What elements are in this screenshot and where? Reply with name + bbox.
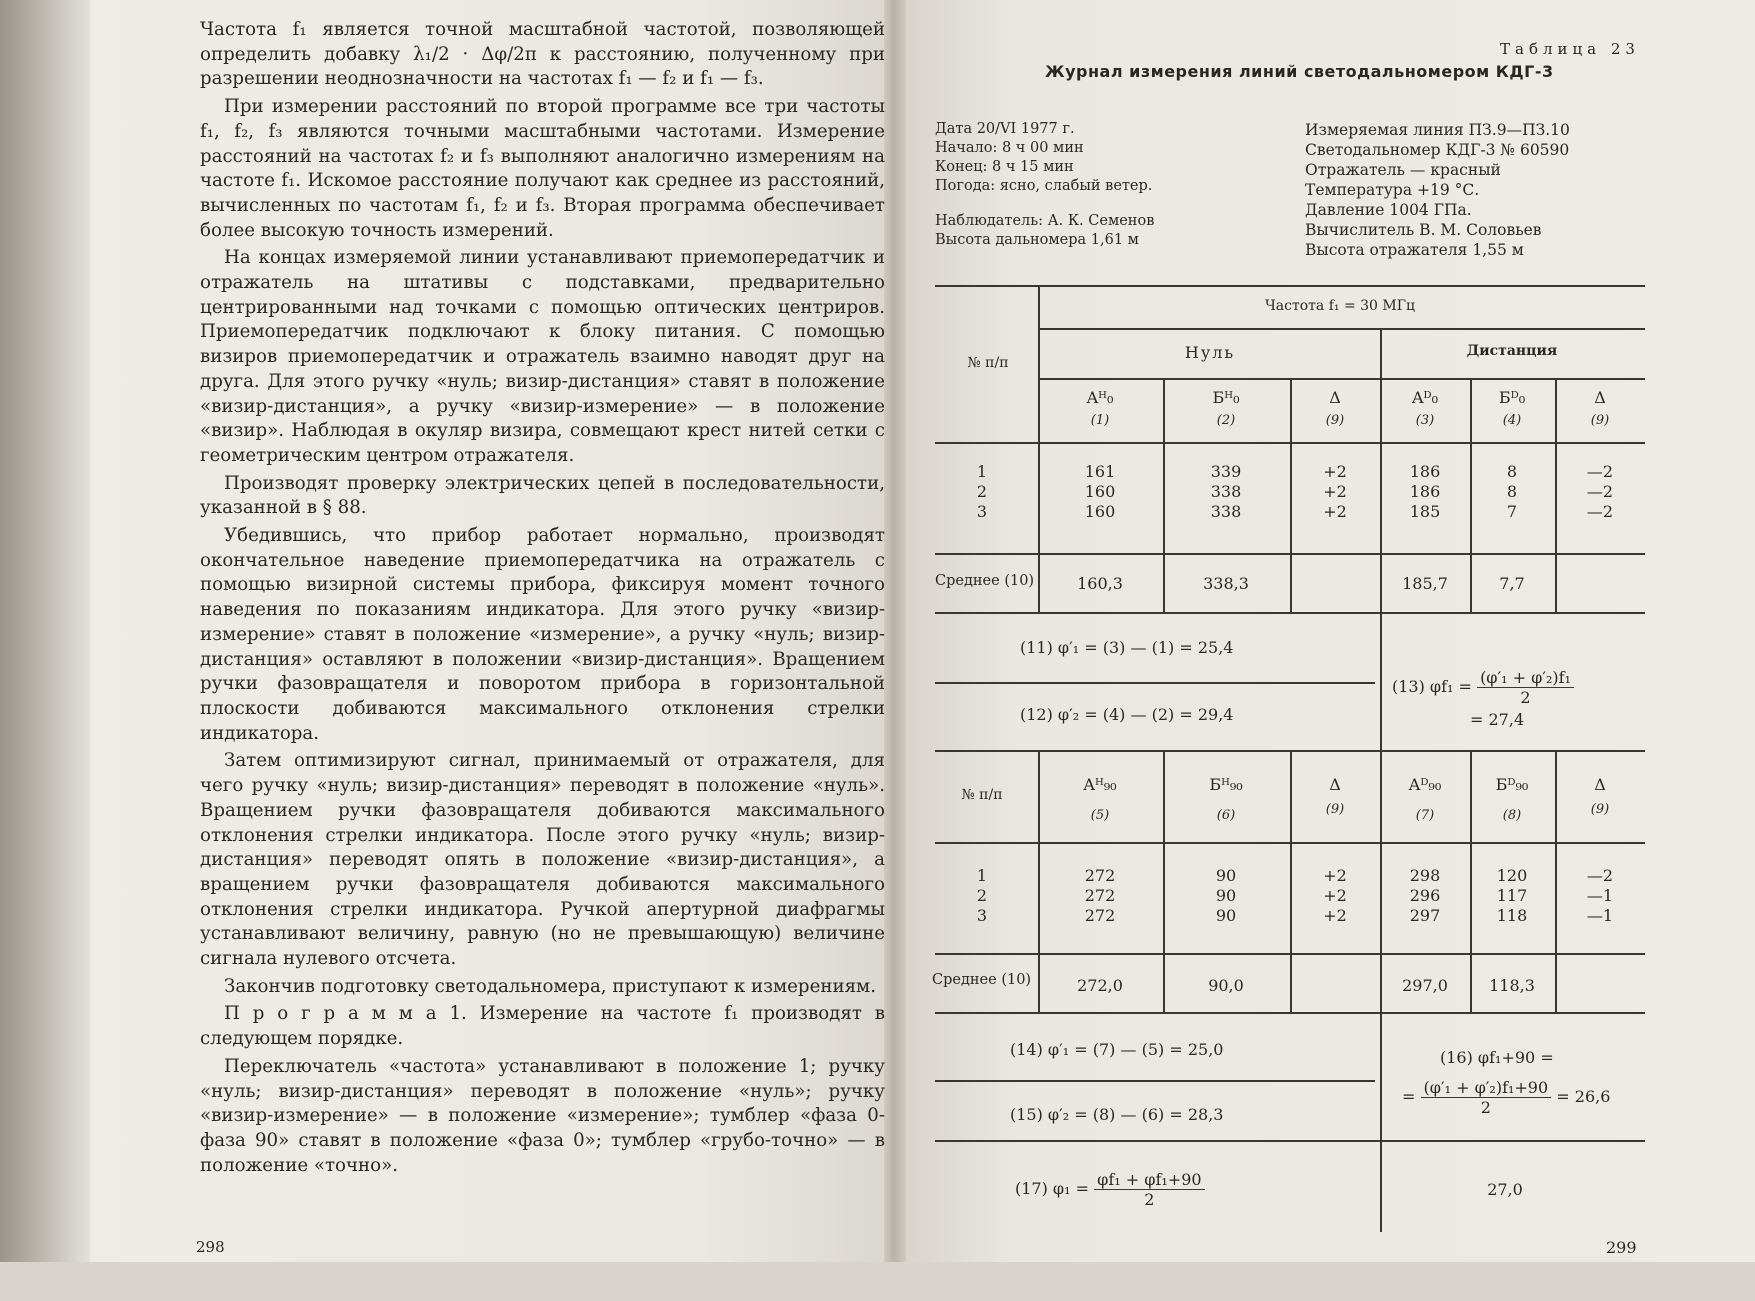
cell: 339 [1210,462,1242,481]
paragraph: Частота f₁ является точной масштабной частотой, позволяющей определить добавку λ₁/2 · Δφ/2π к расстоянию, полученному при разрешении неоднозначности на частотах f₁ — f₂ и f₁ — f₃. [200,19,885,90]
rule [1163,378,1165,612]
table-label: Таблица 23 [1500,40,1640,58]
cell: 90 [1215,906,1237,925]
fraction [1477,668,1574,707]
cell: 297,0 [1402,976,1448,995]
cell: 272 [1084,906,1116,925]
meta-start: Начало: 8 ч 00 мин [935,140,1084,156]
rule [935,285,1645,287]
col-np-header: № п/п [961,787,1003,803]
paragraph: При измерении расстояний по второй программе все три частоты f₁, f₂, f₃ являются точными масштабными частотами. Измерение расстояний на частотах f₂ и f₃ выполняют аналогично измерениям на частоте f₁. Искомое расстояние получают как среднее из расстояний, вычисленных по частотам f₁, f₂ и f₃. Вторая программа обеспечивает более высокую точность измерений. [200,96,885,241]
rule [935,1080,1375,1082]
formula-16: = $\frac{\text{(φ′₁ + φ′₂)f₁+90}}{2}$ = 26,6 [1402,1078,1611,1117]
rule [1380,750,1382,1232]
cell: 272 [1084,866,1116,885]
col-header: Δ [1594,388,1606,407]
cell: —1 [1586,906,1614,925]
formula-11: (11) φ′₁ = (3) — (1) = 25,4 [1020,638,1234,657]
col-header: Бᴰ₀ [1498,388,1526,407]
cell: 8 [1506,482,1518,501]
fraction [1421,1078,1552,1117]
cell: 7,7 [1499,574,1525,593]
mean-label: Среднее (10) [932,972,1032,988]
col-number: (8) [1502,808,1522,823]
cell: 160,3 [1077,574,1123,593]
col-header: Aᴴ₉₀ [1083,775,1117,794]
cell: —2 [1586,866,1614,885]
denominator: 2 [1520,688,1531,707]
cell: 338 [1210,502,1242,521]
col-number: (9) [1325,802,1345,817]
meta-temperature: Температура +19 °С. [1305,181,1480,199]
numerator: φf₁ + φf₁+90 [1094,1170,1204,1190]
cell: 1 [976,866,988,885]
fraction [1094,1170,1204,1209]
formula-17-result: 27,0 [1487,1180,1523,1199]
journal-meta-right [1305,120,1570,260]
cell: 186 [1409,482,1441,501]
cell: +2 [1323,462,1347,481]
meta-reflector-height: Высота отражателя 1,55 м [1305,241,1524,259]
rule [1555,750,1557,1012]
meta-calculator: Вычислитель В. М. Соловьев [1305,221,1542,239]
rule [935,1140,1645,1142]
paragraph: Переключатель «частота» устанавливают в положение 1; ручку «нуль; визир-дистанция» переводят в положение «нуль»; ручку «визир-измерение» — в положение «измерение»; тумблер «фаза 0-фаза 90» ставят в положение «фаза 0»; тумблер «грубо-точно» — в положение «точно». [200,1055,885,1176]
page-number-left: 298 [196,1238,225,1256]
null-header: Нуль [1184,343,1236,362]
col-number: (5) [1090,808,1110,823]
rule [935,682,1375,684]
cell: 338 [1210,482,1242,501]
col-number: (6) [1216,808,1236,823]
col-header: Δ [1329,388,1341,407]
cell: —1 [1586,886,1614,905]
formula-13 [1392,668,1574,707]
cell: 185,7 [1402,574,1448,593]
col-number: (3) [1415,413,1435,428]
meta-line: Измеряемая линия ПЗ.9—ПЗ.10 [1305,121,1570,139]
cell: 7 [1506,502,1518,521]
rule [1290,750,1292,1012]
meta-end: Конец: 8 ч 15 мин [935,159,1074,175]
meta-pressure: Давление 1004 ГПа. [1305,201,1472,219]
rule [1470,378,1472,612]
col-number: (9) [1325,413,1345,428]
formula-14: (14) φ′₁ = (7) — (5) = 25,0 [1010,1040,1224,1059]
col-header: Бᴴ₀ [1212,388,1240,407]
cell: 117 [1496,886,1528,905]
cell: 160 [1084,502,1116,521]
rule [1470,750,1472,1012]
meta-observer: Наблюдатель: А. К. Семенов [935,213,1155,229]
cell: 298 [1409,866,1441,885]
cell: 272,0 [1077,976,1123,995]
cell: 90,0 [1208,976,1244,995]
cell: 2 [976,886,988,905]
col-header: Aᴰ₉₀ [1408,775,1442,794]
cell: —2 [1586,462,1614,481]
cell: 161 [1084,462,1116,481]
formula-12: (12) φ′₂ = (4) — (2) = 29,4 [1020,705,1234,724]
left-page-text [200,18,885,1181]
formula-17-prefix: (17) φ₁ = [1015,1179,1090,1198]
col-number: (1) [1090,413,1110,428]
cell: 3 [976,906,988,925]
formula-16-prefix: (16) φf₁+90 = [1440,1048,1554,1067]
col-number: (2) [1216,413,1236,428]
meta-device: Светодальномер КДГ-3 № 60590 [1305,141,1570,159]
col-header: Aᴴ₀ [1086,388,1114,407]
formula-17 [1015,1170,1205,1209]
formula-13-result: = 27,4 [1470,710,1525,729]
cell: +2 [1323,502,1347,521]
freq-header: Частота f₁ = 30 МГц [1264,298,1416,314]
cell: 297 [1409,906,1441,925]
denominator: 2 [1144,1190,1155,1209]
rule [935,612,1645,614]
paragraph: Закончив подготовку светодальномера, приступают к измерениям. [224,975,876,997]
cell: +2 [1323,886,1347,905]
col-number: (7) [1415,808,1435,823]
col-number: (9) [1590,413,1610,428]
col-np-header: № п/п [967,355,1009,371]
mean-label: Среднее (10) [935,573,1035,589]
paragraph: П р о г р а м м а 1. Измерение на частоте f₁ производят в следующем порядке. [200,1003,885,1050]
cell: +2 [1323,866,1347,885]
col-header: Aᴰ₀ [1411,388,1439,407]
col-header: Бᴴ₉₀ [1209,775,1243,794]
cell: 1 [976,462,988,481]
cell: 118 [1496,906,1528,925]
rule [1038,750,1040,1012]
meta-date: Дата 20/VI 1977 г. [935,121,1075,137]
formula-13-prefix: (13) φf₁ = [1392,677,1472,696]
dist-header: Дистанция [1466,343,1558,359]
col-number: (4) [1502,413,1522,428]
col-header: Δ [1329,775,1341,794]
rule [1038,285,1040,612]
col-header: Δ [1594,775,1606,794]
journal-meta-left [935,120,1154,250]
table-title: Журнал измерения линий светодальномером КДГ-3 [1045,62,1554,81]
col-header: Бᴰ₉₀ [1495,775,1529,794]
cell: 338,3 [1203,574,1249,593]
cell: —2 [1586,482,1614,501]
paragraph: Затем оптимизируют сигнал, принимаемый от отражателя, для чего ручку «нуль; визир-дистанция» переводят в положение «нуль». Вращением ручки фазовращателя добиваются максимального отклонения стрелки индикатора. После этого ручку «нуль; визир-дистанция» переводят опять в положение «визир-дистанция», а вращением ручки фазовращателя добиваются максимального отклонения стрелки индикатора. Ручкой апертурной диафрагмы устанавливают величину, равную (но не превышающую) величине сигнала нулевого отсчета. [200,750,885,970]
meta-reflector: Отражатель — красный [1305,161,1501,179]
numerator: (φ′₁ + φ′₂)f₁+90 [1421,1078,1552,1098]
numerator: (φ′₁ + φ′₂)f₁ [1477,668,1574,688]
cell: 185 [1409,502,1441,521]
paragraph: Убедившись, что прибор работает нормально, производят окончательное наведение приемопередатчика на отражатель с помощью визирной системы прибора, фиксируя момент точного наведения по показаниям индикатора. Для этого ручку «визир-измерение» ставят в положение «измерение», а ручку «нуль; визир-дистанция» оставляют в положении «визир-дистанция». Вращением ручки фазовращателя и поворотом прибора в горизонтальной плоскости добиваются максимального отклонения стрелки индикатора. [200,525,885,744]
cell: +2 [1323,906,1347,925]
paragraph: Производят проверку электрических цепей в последовательности, указанной в § 88. [200,472,885,519]
cell: 3 [976,502,988,521]
col-number: (9) [1590,802,1610,817]
rule [1040,328,1645,330]
cell: 90 [1215,886,1237,905]
cell: 2 [976,482,988,501]
meta-rangefinder-height: Высота дальномера 1,61 м [935,232,1139,248]
cell: 160 [1084,482,1116,501]
rule [1290,378,1292,612]
formula-15: (15) φ′₂ = (8) — (6) = 28,3 [1010,1105,1224,1124]
page-number-right: 299 [1606,1238,1637,1257]
cell: 120 [1496,866,1528,885]
cell: 272 [1084,886,1116,905]
cell: 186 [1409,462,1441,481]
denominator: 2 [1480,1098,1491,1117]
paragraph: На концах измеряемой линии устанавливают приемопередатчик и отражатель на штативы с подставками, предварительно центрированными над точками с помощью оптических центриров. Приемопередатчик подключают к блоку питания. С помощью визиров приемопередатчик и отражатель взаимно наводят друг на друга. Для этого ручку «нуль; визир-дистанция» ставят в положение «визир-дистанция», а ручку «визир-измерение» — в положение «визир». Наблюдая в окуляр визира, совмещают крест нитей сетки с геометрическим центром отражателя. [200,247,885,466]
meta-weather: Погода: ясно, слабый ветер. [935,178,1153,194]
cell: 8 [1506,462,1518,481]
rule [1380,328,1382,750]
rule [1555,378,1557,612]
cell: +2 [1323,482,1347,501]
rule [1163,750,1165,1012]
cell: 90 [1215,866,1237,885]
cell: 118,3 [1489,976,1535,995]
rule [935,1012,1645,1014]
cell: 296 [1409,886,1441,905]
cell: —2 [1586,502,1614,521]
formula-16-result: = 26,6 [1556,1087,1611,1106]
